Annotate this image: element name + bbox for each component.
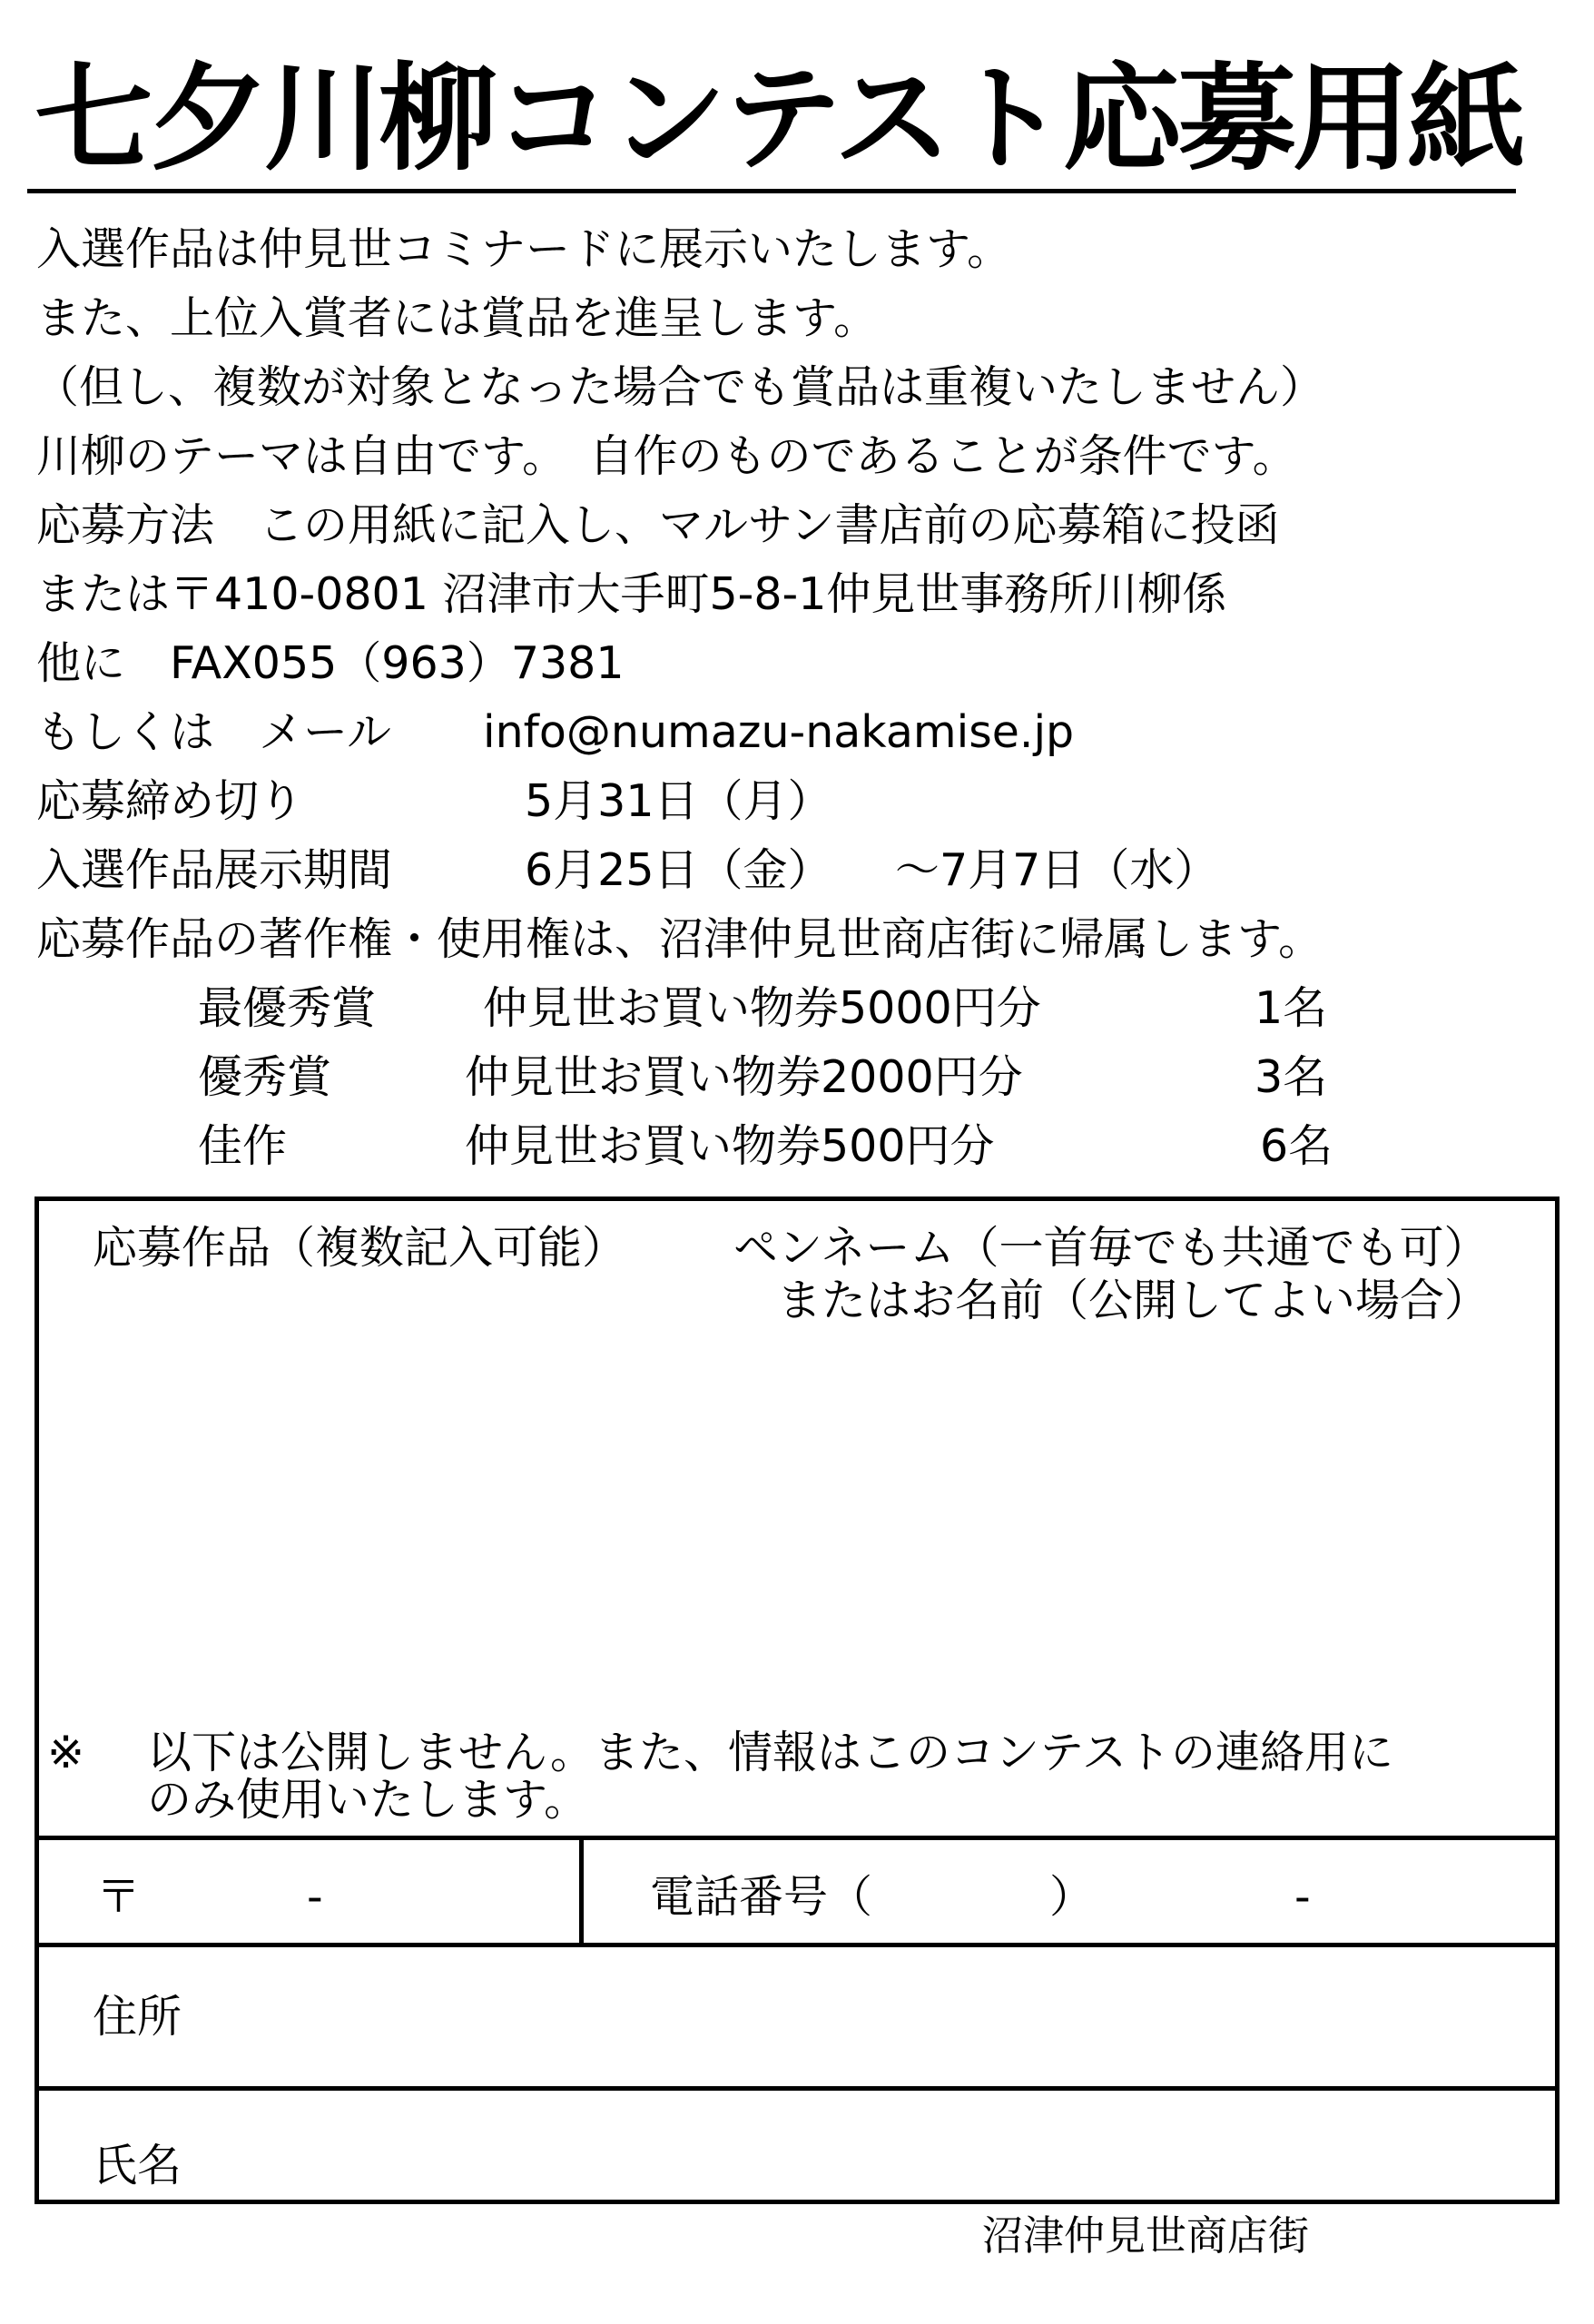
intro-line-method: 応募方法 この用紙に記入し、マルサン書店前の応募箱に投函 [36, 499, 1280, 551]
address-label: 住所 [93, 1991, 182, 2043]
exhibit-period-label: 入選作品展示期間 [36, 844, 393, 896]
table-divider [34, 2086, 1560, 2091]
form-title-text: 七夕川柳コンテスト応募用紙 [34, 52, 1523, 187]
intro-mail-label: もしくは メール [36, 706, 392, 758]
prize-count: 1名 [1255, 982, 1328, 1034]
intro-line-note: （但し、複数が対象となった場合でも賞品は重複いたしません） [34, 361, 1325, 413]
privacy-note-line2: のみ使用いたします。 [147, 1774, 589, 1826]
prize-name: 優秀賞 [198, 1051, 332, 1103]
intro-line-address: または〒410-0801 沼津市大手町5-8-1仲見世事務所川柳係 [36, 568, 1227, 620]
copyright-line: 応募作品の著作権・使用権は、沼津仲見世商店街に帰属します。 [36, 913, 1323, 965]
prize-count: 3名 [1255, 1051, 1328, 1103]
name-field[interactable] [44, 2095, 1550, 2197]
privacy-note-line1: 以下は公開しません。また、情報はこのコンテストの連絡用に [147, 1727, 1393, 1778]
phone-label: 電話番号（ [650, 1871, 873, 1923]
intro-line-fax: 他に FAX055（963）7381 [36, 637, 625, 689]
exhibit-period-start: 6月25日（金） [525, 844, 832, 896]
penname-alt-label: またはお名前（公開してよい場合） [777, 1275, 1490, 1326]
form-title [27, 52, 1523, 193]
phone-separator: - [1294, 1871, 1311, 1923]
note-mark: ※ [47, 1727, 85, 1778]
intro-line-exhibit: 入選作品は仲見世コミナードに展示いたします。 [36, 223, 1012, 275]
column-divider [579, 1836, 584, 1945]
phone-paren-close: ） [1049, 1871, 1095, 1923]
prize-reward: 仲見世お買い物券5000円分 [483, 982, 1041, 1034]
table-divider [34, 1836, 1560, 1840]
works-entry-area[interactable] [44, 1334, 1550, 1716]
name-label: 氏名 [93, 2140, 182, 2191]
address-field[interactable] [44, 1952, 1550, 2081]
penname-label: ペンネーム（一首毎でも共通でも可） [733, 1222, 1489, 1274]
prize-name: 最優秀賞 [198, 982, 377, 1034]
prize-reward: 仲見世お買い物券500円分 [465, 1120, 995, 1172]
intro-mail-address: info@numazu-nakamise.jp [483, 706, 1075, 758]
deadline-value: 5月31日（月） [525, 775, 832, 827]
prize-name: 佳作 [198, 1120, 288, 1172]
exhibit-period-end: ～7月7日（水） [895, 844, 1219, 896]
intro-line-prize: また、上位入賞者には賞品を進呈します。 [36, 292, 879, 344]
prize-count: 6名 [1260, 1120, 1333, 1172]
table-divider [34, 1943, 1560, 1947]
deadline-label: 応募締め切り [36, 775, 304, 827]
postal-mark: 〒 [96, 1871, 142, 1923]
works-label: 応募作品（複数記入可能） [93, 1222, 627, 1274]
organizer-footer: 沼津仲見世商店街 [982, 2211, 1310, 2260]
postal-separator: - [307, 1871, 323, 1923]
intro-line-theme: 川柳のテーマは自由です。 自作のものであることが条件です。 [36, 430, 1297, 482]
prize-reward: 仲見世お買い物券2000円分 [465, 1051, 1023, 1103]
